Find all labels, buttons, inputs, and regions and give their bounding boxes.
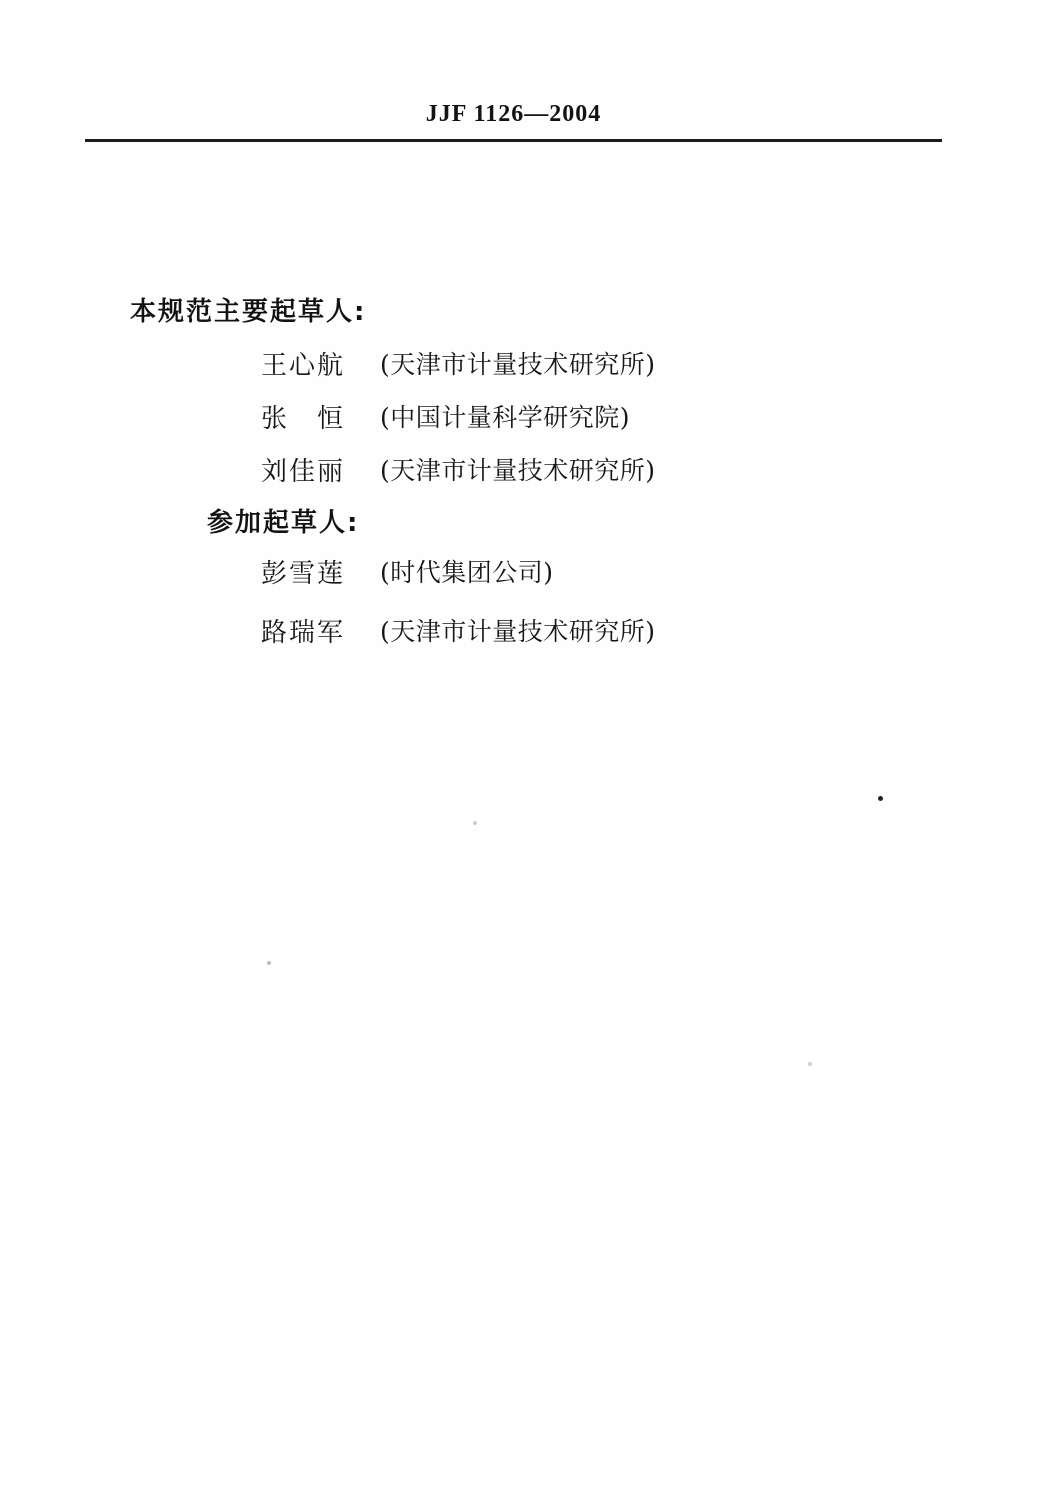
scan-speck <box>267 961 271 965</box>
drafter-name: 路瑞军 <box>261 618 346 648</box>
header-divider-rule <box>85 139 942 142</box>
drafter-name: 王心航 <box>261 351 346 381</box>
standard-code-header: JJF 1126—2004 <box>425 101 602 127</box>
scan-speck <box>808 1062 812 1066</box>
drafter-affiliation: (天津市计量技术研究所) <box>380 456 656 485</box>
main-drafters-heading: 本规范主要起草人: <box>130 297 367 327</box>
drafter-affiliation: (中国计量科学研究院) <box>380 403 631 432</box>
drafter-affiliation: (天津市计量技术研究所) <box>380 350 656 379</box>
drafter-name: 刘佳丽 <box>261 457 346 487</box>
scan-speck <box>878 796 883 801</box>
drafter-affiliation: (时代集团公司) <box>380 558 554 587</box>
participating-drafters-heading: 参加起草人: <box>207 508 360 538</box>
scan-speck <box>473 821 477 825</box>
drafter-affiliation: (天津市计量技术研究所) <box>380 617 656 646</box>
drafter-name: 彭雪莲 <box>261 559 346 589</box>
drafter-name: 张 恒 <box>261 404 346 434</box>
